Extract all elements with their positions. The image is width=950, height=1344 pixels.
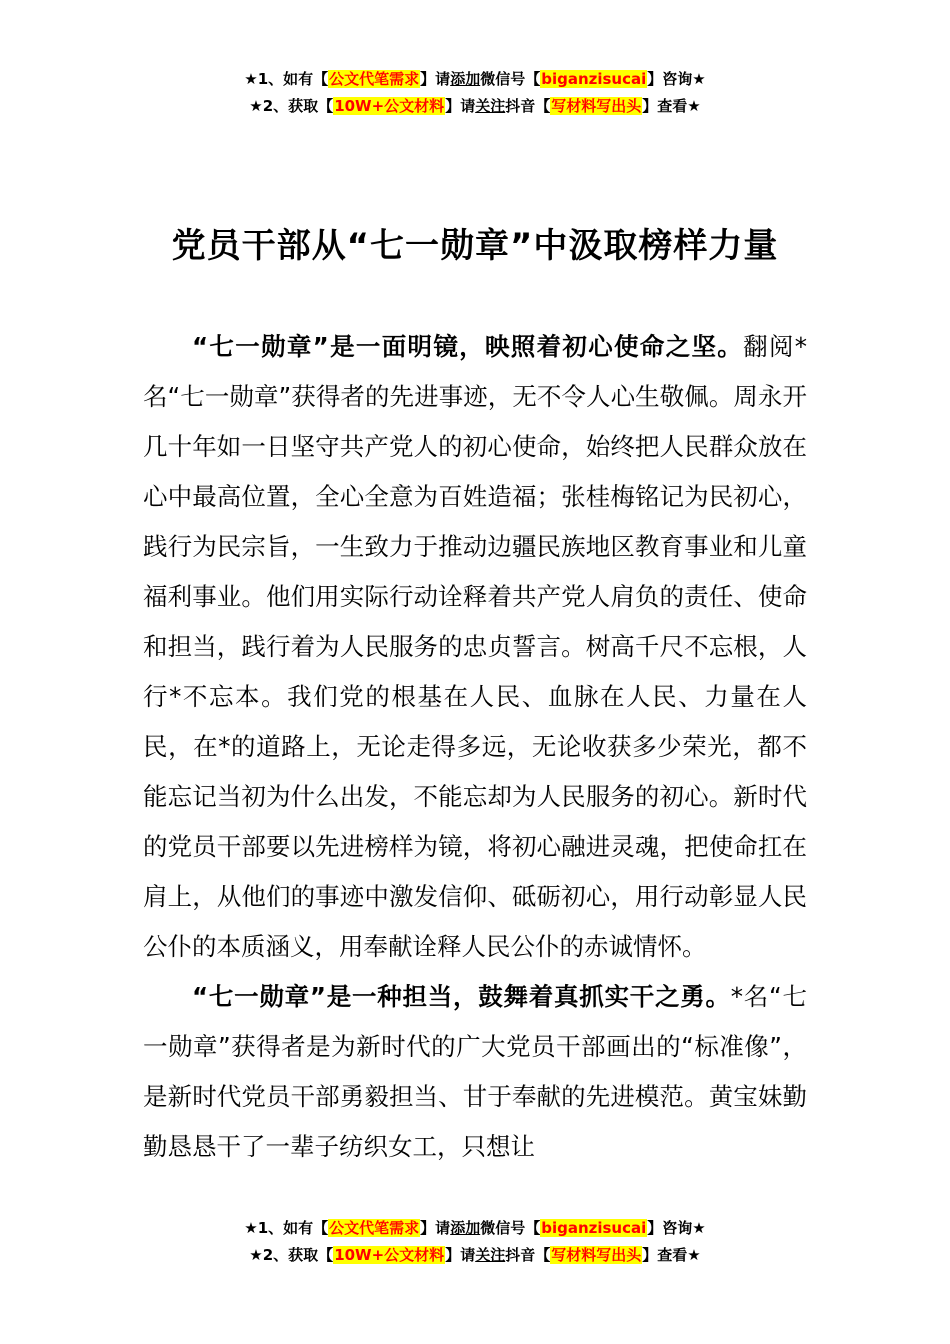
paragraph-2: [143, 972, 807, 1172]
paragraph-lead: “七一勋章”是一种担当，鼓舞着真抓实干之勇。: [192, 982, 731, 1011]
banner-line-2: ★2、获取【10W+公文材料】请关注抖音【写材料写出头】查看★: [249, 97, 701, 115]
highlight-service: 公文代笔需求: [329, 70, 420, 88]
paragraph-1: [143, 322, 807, 972]
header-banner: [0, 66, 950, 120]
footer-banner: [0, 1215, 950, 1269]
document-body: [143, 322, 807, 1172]
paragraph-lead: “七一勋章”是一面明镜，映照着初心使命之坚。: [192, 332, 744, 361]
highlight-douyin-account: 写材料写出头: [551, 97, 642, 115]
highlight-wechat-id: biganzisucai: [541, 1219, 647, 1237]
banner-line-1: ★1、如有【公文代笔需求】请添加微信号【biganzisucai】咨询★: [244, 70, 706, 88]
paragraph-text: *名“七一勋章”获得者是为新时代的广大党员干部画出的“标准像”，是新时代党员干部勇毅担当、甘于奉献的先进模范。黄宝妹勤勤恳恳干了一辈子纺织女工，只想让: [143, 982, 808, 1161]
highlight-wechat-id: biganzisucai: [541, 70, 647, 88]
highlight-materials: 10W+公文材料: [334, 1246, 445, 1264]
highlight-service: 公文代笔需求: [329, 1219, 420, 1237]
banner-line-2: ★2、获取【10W+公文材料】请关注抖音【写材料写出头】查看★: [249, 1246, 701, 1264]
highlight-materials: 10W+公文材料: [334, 97, 445, 115]
banner-line-1: ★1、如有【公文代笔需求】请添加微信号【biganzisucai】咨询★: [244, 1219, 706, 1237]
paragraph-text: 翻阅*名“七一勋章”获得者的先进事迹，无不令人心生敬佩。周永开几十年如一日坚守共产党人的初心使命，始终把人民群众放在心中最高位置，全心全意为百姓造福；张桂梅铭记为民初心，践行为民宗旨，一生致力于推动边疆民族地区教育事业和儿童福利事业。他们用实际行动诠释着共产党人肩负的责任、使命和担当，践行着为人民服务的忠贞誓言。树高千尺不忘根，人行*不忘本。我们党的根基在人民、血脉在人民、力量在人民，在*的道路上，无论走得多远，无论收获多少荣光，都不能忘记当初为什么出发，不能忘却为人民服务的初心。新时代的党员干部要以先进榜样为镜，将初心融进灵魂，把使命扛在肩上，从他们的事迹中激发信仰、砥砺初心，用行动彰显人民公仆的本质涵义，用奉献诠释人民公仆的赤诚情怀。: [143, 332, 808, 961]
page-title: 党员干部从“七一勋章”中汲取榜样力量: [171, 226, 779, 266]
highlight-douyin-account: 写材料写出头: [551, 1246, 642, 1264]
